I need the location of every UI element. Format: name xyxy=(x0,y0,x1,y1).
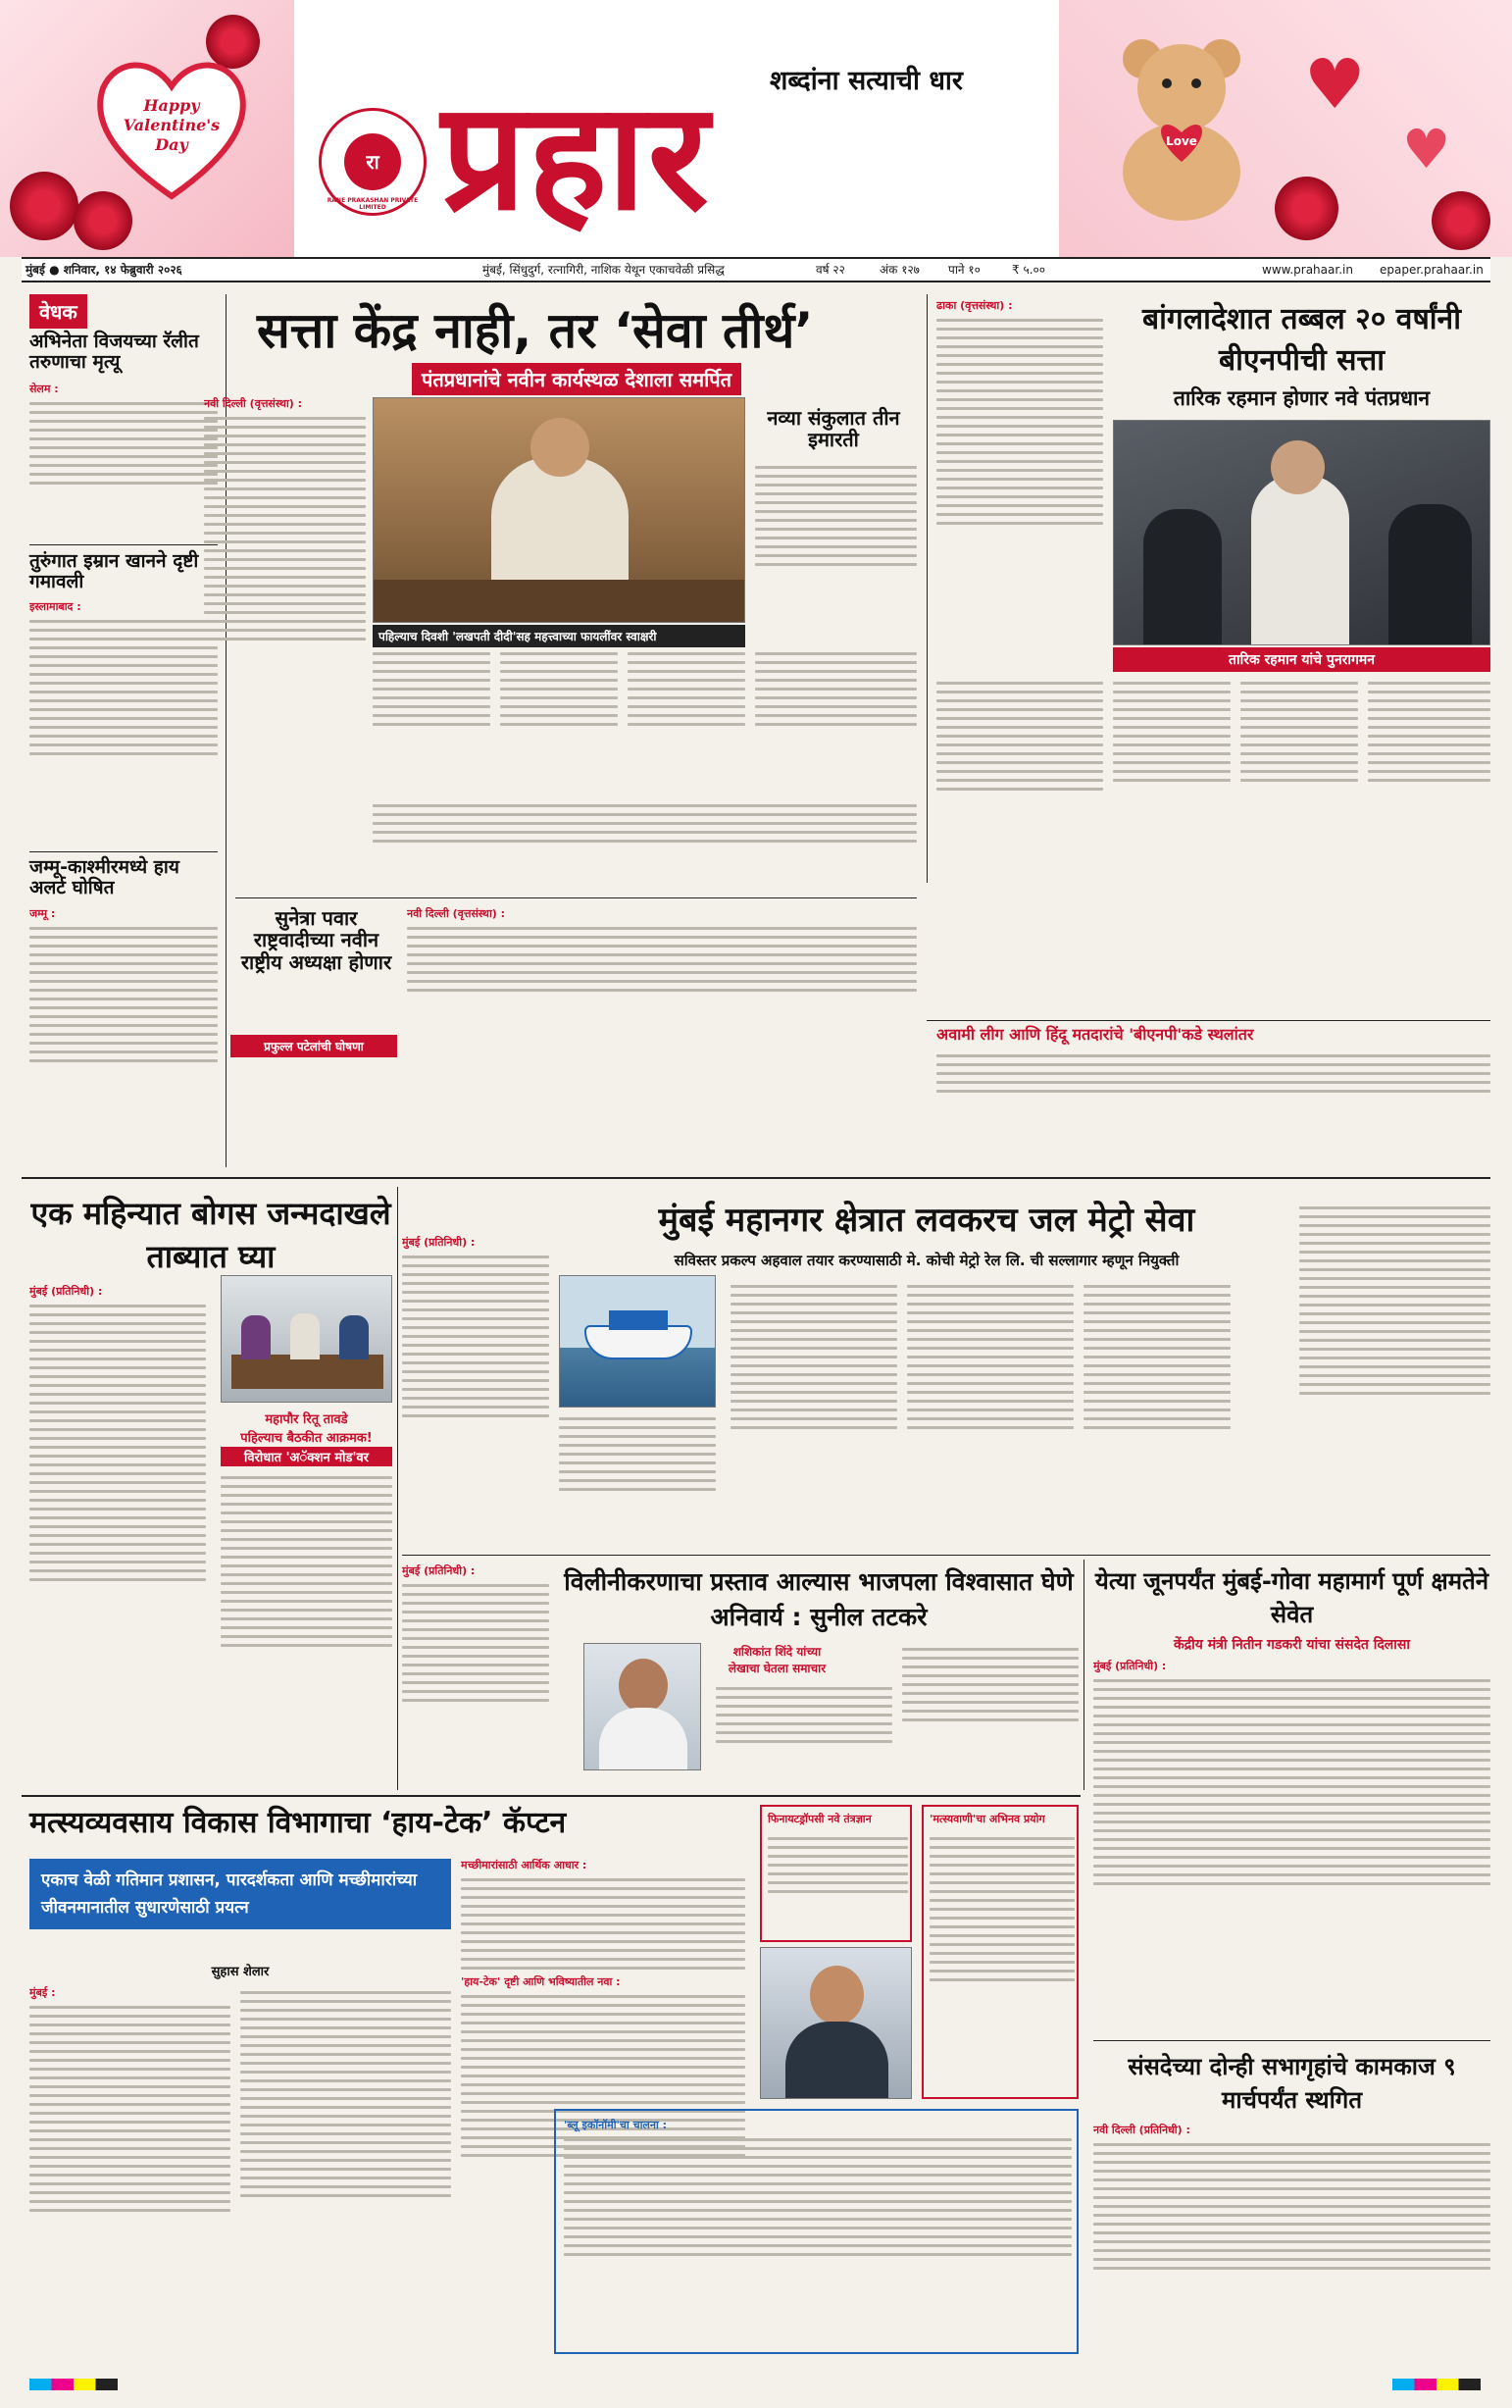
lead-body-col3 xyxy=(500,647,618,794)
registration-marks-right xyxy=(1392,2379,1481,2390)
lead-body-col5 xyxy=(755,647,917,794)
metro-photo xyxy=(559,1275,716,1408)
photo-figure xyxy=(1388,504,1472,645)
lead-photo xyxy=(373,397,745,623)
valentine-text: Happy Valentine's Day xyxy=(123,96,221,154)
highway-body: मुंबई (प्रतिनिधी) : xyxy=(1093,1660,1490,2032)
photo-figure xyxy=(785,2022,888,2099)
box-body: 'ब्लू इकॉनॉमी'चा चालना : xyxy=(564,2119,1072,2348)
photo-head xyxy=(619,1659,668,1713)
lead-body-bottom xyxy=(373,799,917,893)
photo-figure xyxy=(241,1315,271,1359)
photo-head xyxy=(530,418,589,477)
metro-body-col2 xyxy=(731,1280,897,1550)
photo-figure xyxy=(1143,509,1222,645)
column-rule xyxy=(927,294,928,883)
photo-head xyxy=(1271,440,1325,494)
vedhak-story2-headline: तुरुंगात इम्रान खानने दृष्टी गमावली xyxy=(29,550,199,593)
fisheries-side-col: मच्छीमारांसाठी आर्थिक आधार : 'हाय-टेक' दृष्टी आणि भविष्यातील नवा : xyxy=(461,1859,745,2359)
vedhak-label: वेधक xyxy=(29,294,87,329)
tagline: शब्दांना सत्याची धार xyxy=(770,66,963,96)
price: ₹ ५.०० xyxy=(1012,263,1045,277)
website-link[interactable]: www.prahaar.in xyxy=(1262,263,1353,277)
teddy-heart-text: Love xyxy=(1166,134,1197,148)
metro-body-col5 xyxy=(1299,1202,1490,1550)
masthead-title: प्रहार xyxy=(441,70,711,243)
photo-boat-cabin xyxy=(609,1310,668,1330)
sunetra-body: नवी दिल्ली (वृत्तसंस्था) : xyxy=(407,907,917,1045)
bangladesh-photo-caption: तारिक रहमान यांचे पुनरागमन xyxy=(1113,647,1490,672)
bangladesh-body-col1b xyxy=(936,677,1103,883)
seal-core: रा xyxy=(344,133,401,190)
fisheries-box-matsyavani xyxy=(922,1805,1079,2099)
rose-icon xyxy=(10,172,78,240)
registration-marks-left xyxy=(29,2379,118,2390)
lead-inset-headline: नव्या संकुलात तीन इमारती xyxy=(767,406,900,452)
bangladesh-headline: बांगलादेशात तब्बल २० वर्षांनी बीएनपीची सत्ता xyxy=(1142,302,1461,378)
fisheries-box-tech xyxy=(760,1805,912,1942)
box-head: 'मत्स्यवाणी'चा अभिनव प्रयोग xyxy=(930,1813,1045,1825)
heart-badge xyxy=(88,49,255,206)
bangladesh-body-col2 xyxy=(1113,677,1231,878)
bangladesh-bottom-body xyxy=(936,1050,1490,1128)
birth-body-col2 xyxy=(221,1471,392,1785)
birth-headline: एक महिन्यात बोगस जन्मदाखले ताब्यात घ्या xyxy=(30,1195,391,1275)
photo-table xyxy=(231,1355,383,1389)
birth-caption-line1: महापौर रितू तावडे xyxy=(265,1412,348,1427)
page-count: पाने १० xyxy=(948,263,981,277)
column-rule xyxy=(397,1187,398,1790)
fisheries-box-blue-economy xyxy=(554,2109,1079,2354)
highway-subhead: केंद्रीय मंत्री नितीन गडकरी यांचा संसदेत दिलासा xyxy=(1173,1637,1411,1653)
bangladesh-body-col3 xyxy=(1240,677,1358,878)
bangladesh-bottom-headline: अवामी लीग आणि हिंदू मतदारांचे 'बीएनपी'कडे स्थलांतर xyxy=(936,1025,1254,1044)
publisher-seal xyxy=(319,108,427,216)
merger-body-col1: मुंबई (प्रतिनिधी) : xyxy=(402,1564,549,1785)
valentine-decoration-left xyxy=(0,0,294,257)
bangladesh-body-col1: ढाका (वृत्तसंस्था) : xyxy=(936,299,1103,672)
birth-photo xyxy=(221,1275,392,1403)
divider xyxy=(29,544,218,545)
photo-figure xyxy=(1251,475,1349,645)
merger-headline: विलीनीकरणाचा प्रस्ताव आल्यास भाजपला विश्वासात घेणे अनिवार्य : सुनील तटकरे xyxy=(564,1567,1074,1631)
fisheries-body-col1: मुंबई : xyxy=(29,1986,230,2359)
parliament-headline: संसदेच्या दोन्ही सभागृहांचे कामकाज ९ मार्चपर्यंत स्थगित xyxy=(1128,2053,1456,2114)
fisheries-photo xyxy=(760,1947,912,2099)
issue-number: अंक १२७ xyxy=(880,263,920,277)
fisheries-banner: एकाच वेळी गतिमान प्रशासन, पारदर्शकता आणि मच्छीमारांच्या जीवनमानातील सुधारणेसाठी प्रयत्न xyxy=(29,1859,451,1929)
lead-photo-caption: पहिल्याच दिवशी 'लखपती दीदी'सह महत्त्वाच्या फायलींवर स्वाक्षरी xyxy=(373,625,745,647)
birth-caption-line2: पहिल्याच बैठकीत आक्रमक! xyxy=(240,1431,373,1446)
photo-boat xyxy=(584,1325,692,1359)
section-divider xyxy=(22,1177,1490,1179)
merger-body-col3 xyxy=(902,1643,1079,1790)
epaper-link[interactable]: epaper.prahaar.in xyxy=(1380,263,1484,277)
valentine-decoration-right xyxy=(1059,0,1512,257)
photo-figure xyxy=(290,1313,320,1359)
rose-icon xyxy=(1432,191,1490,250)
lead-body-col4 xyxy=(628,647,745,794)
heart-icon: ♥ xyxy=(1304,44,1366,125)
divider xyxy=(1093,2040,1490,2041)
box-body xyxy=(768,1832,908,1938)
divider xyxy=(235,897,917,898)
birth-body-col3: मुंबई (प्रतिनिधी) : xyxy=(402,1236,549,1530)
sunetra-headline: सुनेत्रा पवार राष्ट्रवादीच्या नवीन राष्ट्रीय अध्यक्षा होणार xyxy=(240,906,392,974)
masthead xyxy=(0,0,1512,257)
metro-subhead: सविस्तर प्रकल्प अहवाल तयार करण्यासाठी मे. कोची मेट्रो रेल लि. ची सल्लागार म्हणून नियुक्ती xyxy=(674,1252,1180,1269)
lead-subhead: पंतप्रधानांचे नवीन कार्यस्थळ देशाला समर्पित xyxy=(412,363,741,395)
merger-inset: शशिकांत शिंदे यांच्या लेखाचा घेतला समाचार xyxy=(728,1645,827,1675)
volume-year: वर्ष २२ xyxy=(816,263,845,277)
fisheries-headline: मत्स्यव्यवसाय विकास विभागाचा ‘हाय-टेक’ कॅप्टन xyxy=(29,1806,567,1840)
metro-body-col3 xyxy=(907,1280,1074,1550)
issue-date: मुंबई ● शनिवार, १४ फेब्रुवारी २०२६ xyxy=(25,263,182,277)
photo-figure xyxy=(339,1315,369,1359)
photo-figure xyxy=(599,1708,687,1770)
box-body xyxy=(930,1832,1075,2095)
editions: मुंबई, सिंधुदुर्ग, रत्नागिरी, नाशिक येथून एकाचवेळी प्रसिद्ध xyxy=(482,263,725,277)
fisheries-body-col2 xyxy=(240,1986,451,2359)
divider xyxy=(29,851,218,852)
lead-body-col1: नवी दिल्ली (वृत्तसंस्था) : xyxy=(204,397,366,790)
teddy-bear-icon xyxy=(1108,25,1255,221)
divider xyxy=(927,1020,1490,1021)
lead-inset-body xyxy=(755,461,917,642)
box-head: फिनायटड्रॉपसी नवे तंत्रज्ञान xyxy=(768,1813,872,1825)
photo-desk xyxy=(374,580,745,623)
metro-body-col4 xyxy=(1084,1280,1231,1550)
parliament-body: नवी दिल्ली (प्रतिनिधी) : xyxy=(1093,2124,1490,2359)
birth-body-col1: मुंबई (प्रतिनिधी) : xyxy=(29,1285,206,1785)
bangladesh-photo xyxy=(1113,420,1490,645)
birth-caption-line3: विरोधात 'अॅक्शन मोड'वर xyxy=(221,1447,392,1466)
metro-body-col1 xyxy=(559,1412,716,1550)
seal-text: RANE PRAKASHAN PRIVATE LIMITED xyxy=(327,197,419,211)
merger-photo xyxy=(583,1643,701,1770)
rose-icon xyxy=(1275,177,1338,240)
photo-head xyxy=(810,1966,864,2024)
bangladesh-body-col4 xyxy=(1368,677,1490,878)
heart-icon: ♥ xyxy=(1402,118,1451,180)
bangladesh-subhead: तारिक रहमान होणार नवे पंतप्रधान xyxy=(1173,386,1431,410)
vedhak-story1-headline: अभिनेता विजयच्या रॅलीत तरुणाचा मृत्यू xyxy=(29,331,199,374)
fisheries-byline: सुहास शेलार xyxy=(211,1965,270,1979)
vedhak-story3-body: जम्मू : xyxy=(29,907,218,1153)
vedhak-story1-body: सेलम : xyxy=(29,383,218,539)
lead-body-col2 xyxy=(373,647,490,794)
divider xyxy=(402,1555,1490,1556)
merger-body-col2 xyxy=(716,1682,892,1790)
highway-headline: येत्या जूनपर्यंत मुंबई-गोवा महामार्ग पूर्ण क्षमतेने सेवेत xyxy=(1094,1567,1489,1628)
vedhak-story3-headline: जम्मू-काश्मीरमध्ये हाय अलर्ट घोषित xyxy=(29,856,179,899)
section-divider xyxy=(22,1795,1081,1797)
metro-headline: मुंबई महानगर क्षेत्रात लवकरच जल मेट्रो सेवा xyxy=(658,1201,1195,1240)
vedhak-story2-body: इस्लामाबाद : xyxy=(29,600,218,844)
lead-headline: सत्ता केंद्र नाही, तर ‘सेवा तीर्थ’ xyxy=(257,302,814,359)
sunetra-ribbon: प्रफुल्ल पटेलांची घोषणा xyxy=(230,1035,397,1057)
info-bar xyxy=(22,257,1490,282)
